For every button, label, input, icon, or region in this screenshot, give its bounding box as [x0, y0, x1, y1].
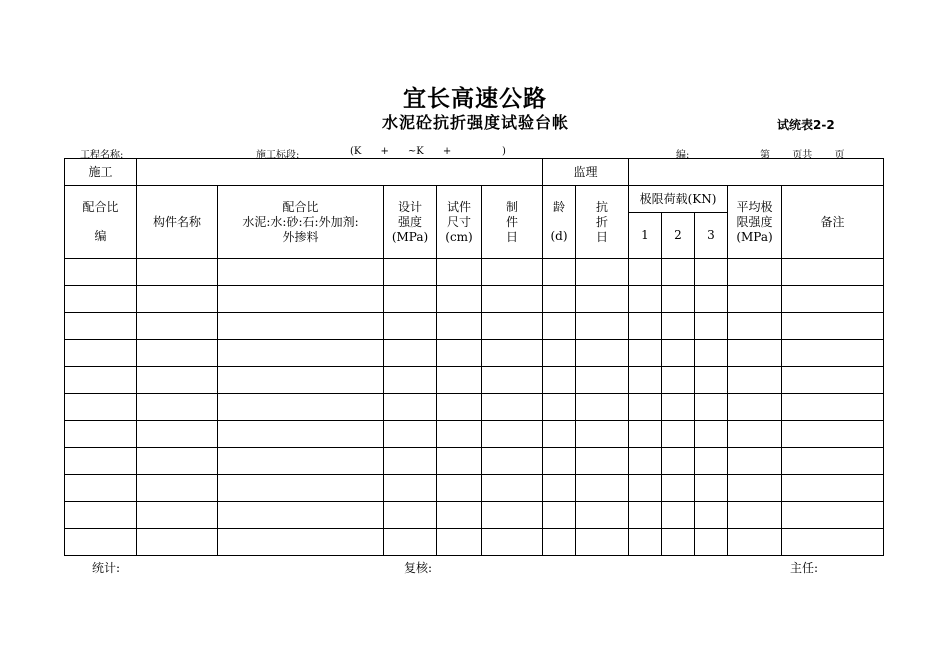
header-load-3: 3: [695, 213, 728, 259]
table-cell[interactable]: [482, 448, 543, 475]
table-cell[interactable]: [782, 367, 884, 394]
header-age-line2: (d): [550, 229, 568, 243]
table-cell[interactable]: [137, 259, 218, 286]
header-avg-strength: [728, 186, 782, 259]
table-cell[interactable]: [782, 529, 884, 556]
header-avg-strength-line2: 限强度: [736, 214, 773, 229]
table-cell[interactable]: [218, 502, 384, 529]
table-cell[interactable]: [384, 340, 437, 367]
table-cell[interactable]: [695, 529, 728, 556]
table-cell[interactable]: [65, 367, 137, 394]
table-cell[interactable]: [137, 529, 218, 556]
table-cell[interactable]: [728, 259, 782, 286]
table-cell[interactable]: [482, 286, 543, 313]
header-age-line1: 龄: [552, 200, 565, 214]
table-cell[interactable]: [543, 475, 576, 502]
header-mix-ratio-line2: 水泥:水:砂:石:外加剂:: [242, 214, 359, 229]
table-cell[interactable]: [662, 502, 695, 529]
table-cell[interactable]: [576, 394, 629, 421]
table-cell[interactable]: [384, 475, 437, 502]
page-subtitle: 水泥砼抗折强度试验台帐: [382, 113, 570, 132]
table-cell[interactable]: [384, 286, 437, 313]
table-cell[interactable]: [629, 421, 662, 448]
table-cell[interactable]: [482, 394, 543, 421]
table-cell[interactable]: [218, 367, 384, 394]
header-specimen-size: [437, 186, 482, 259]
table-cell[interactable]: [782, 475, 884, 502]
table-cell[interactable]: [543, 313, 576, 340]
table-cell[interactable]: [65, 340, 137, 367]
construction-supervision-row: [65, 159, 884, 186]
construction-field[interactable]: [137, 159, 543, 186]
table-cell[interactable]: [695, 448, 728, 475]
table-cell[interactable]: [437, 502, 482, 529]
header-avg-strength-line1: 平均极: [736, 199, 773, 214]
header-design-strength-line1: 设计: [397, 199, 422, 214]
table-cell[interactable]: [728, 502, 782, 529]
table-cell[interactable]: [384, 448, 437, 475]
table-cell[interactable]: [782, 313, 884, 340]
table-cell[interactable]: [662, 313, 695, 340]
table-cell[interactable]: [662, 475, 695, 502]
table-cell[interactable]: [629, 394, 662, 421]
table-cell[interactable]: [543, 394, 576, 421]
table-cell[interactable]: [576, 367, 629, 394]
table-cell[interactable]: [482, 367, 543, 394]
table-cell[interactable]: [543, 421, 576, 448]
table-cell[interactable]: [65, 448, 137, 475]
table-cell[interactable]: [629, 502, 662, 529]
table-cell[interactable]: [695, 502, 728, 529]
table-cell[interactable]: [137, 502, 218, 529]
table-cell[interactable]: [384, 394, 437, 421]
project-name-label: 工程名称:: [80, 150, 124, 161]
header-load-2: 2: [662, 213, 695, 259]
header-making-date: [482, 186, 543, 259]
table-cell[interactable]: [65, 475, 137, 502]
supervision-field[interactable]: [629, 159, 884, 186]
header-design-strength-line2: 强度: [397, 214, 422, 229]
table-cell[interactable]: [437, 286, 482, 313]
table-cell[interactable]: [384, 529, 437, 556]
table-cell[interactable]: [437, 394, 482, 421]
header-making-date-text: 制件日: [505, 199, 518, 244]
construction-label: 施工: [65, 159, 137, 186]
table-cell[interactable]: [662, 286, 695, 313]
table-cell[interactable]: [384, 502, 437, 529]
table-cell[interactable]: [782, 448, 884, 475]
compiled-by-label: 编:: [676, 150, 690, 161]
table-cell[interactable]: [662, 340, 695, 367]
table-cell[interactable]: [695, 340, 728, 367]
table-cell[interactable]: [662, 367, 695, 394]
data-rows: [65, 259, 884, 556]
table-cell[interactable]: [576, 475, 629, 502]
table-cell[interactable]: [782, 259, 884, 286]
table-cell[interactable]: [543, 529, 576, 556]
table-cell[interactable]: [728, 448, 782, 475]
director-label: 主任:: [790, 561, 819, 575]
supervision-label: 监理: [543, 159, 629, 186]
table-row: [65, 394, 884, 421]
table-cell[interactable]: [576, 448, 629, 475]
table-cell[interactable]: [543, 340, 576, 367]
table-row: [65, 367, 884, 394]
table-cell[interactable]: [576, 259, 629, 286]
table-cell[interactable]: [482, 529, 543, 556]
header-mix-ratio-line1: 配合比: [282, 199, 319, 214]
table-cell[interactable]: [782, 502, 884, 529]
table-cell[interactable]: [782, 421, 884, 448]
header-design-strength-line3: (MPa): [391, 229, 429, 244]
table-row: [65, 529, 884, 556]
table-cell[interactable]: [218, 286, 384, 313]
table-cell[interactable]: [695, 313, 728, 340]
table-cell[interactable]: [662, 448, 695, 475]
table-cell[interactable]: [218, 475, 384, 502]
table-cell[interactable]: [576, 313, 629, 340]
review-label: 复核:: [404, 561, 433, 575]
table-cell[interactable]: [437, 475, 482, 502]
table-cell[interactable]: [543, 259, 576, 286]
table-cell[interactable]: [662, 259, 695, 286]
table-cell[interactable]: [728, 313, 782, 340]
table-row: [65, 286, 884, 313]
table-cell[interactable]: [65, 259, 137, 286]
table-cell[interactable]: [695, 286, 728, 313]
table-cell[interactable]: [137, 367, 218, 394]
header-mix-ratio-line3: 外掺料: [282, 229, 319, 244]
form-number: 试统表2-2: [777, 118, 835, 132]
table-cell[interactable]: [662, 394, 695, 421]
table-cell[interactable]: [543, 367, 576, 394]
table-cell[interactable]: [482, 313, 543, 340]
table-cell[interactable]: [782, 340, 884, 367]
table-cell[interactable]: [482, 502, 543, 529]
table-cell[interactable]: [695, 259, 728, 286]
header-mix-no-line2: 编: [94, 229, 107, 243]
table-cell[interactable]: [695, 475, 728, 502]
table-cell[interactable]: [437, 259, 482, 286]
table-cell[interactable]: [482, 259, 543, 286]
table-cell[interactable]: [384, 421, 437, 448]
table-cell[interactable]: [728, 340, 782, 367]
table-cell[interactable]: [65, 313, 137, 340]
table-cell[interactable]: [695, 394, 728, 421]
table-row: [65, 475, 884, 502]
table-cell[interactable]: [65, 502, 137, 529]
table-row: [65, 421, 884, 448]
header-row-1: [65, 186, 884, 213]
header-ultimate-load: 极限荷载(KN): [629, 186, 728, 213]
table-cell[interactable]: [137, 286, 218, 313]
header-design-strength: [384, 186, 437, 259]
table-cell[interactable]: [728, 421, 782, 448]
table-cell[interactable]: [629, 313, 662, 340]
table-cell[interactable]: [218, 340, 384, 367]
header-age: [543, 186, 576, 259]
section-label: 施工标段:: [256, 150, 300, 161]
table-cell[interactable]: [65, 286, 137, 313]
table-cell[interactable]: [728, 394, 782, 421]
station-range: (K + ~K + ): [350, 146, 506, 157]
table-cell[interactable]: [65, 394, 137, 421]
table-cell[interactable]: [384, 313, 437, 340]
table-cell[interactable]: [65, 529, 137, 556]
table-cell[interactable]: [137, 475, 218, 502]
table-cell[interactable]: [629, 259, 662, 286]
table-cell[interactable]: [137, 340, 218, 367]
header-test-date: [576, 186, 629, 259]
table-row: [65, 259, 884, 286]
table-cell[interactable]: [137, 448, 218, 475]
table-cell[interactable]: [629, 475, 662, 502]
table-cell[interactable]: [629, 529, 662, 556]
table-cell[interactable]: [782, 394, 884, 421]
table-cell[interactable]: [137, 421, 218, 448]
table-cell[interactable]: [662, 529, 695, 556]
table-cell[interactable]: [576, 502, 629, 529]
table-cell[interactable]: [437, 448, 482, 475]
header-mix-no-line1: 配合比: [82, 200, 119, 214]
table-cell[interactable]: [482, 475, 543, 502]
header-specimen-size-line1: 试件: [446, 199, 471, 214]
table-cell[interactable]: [728, 475, 782, 502]
table-cell[interactable]: [218, 313, 384, 340]
table-cell[interactable]: [384, 367, 437, 394]
table-cell[interactable]: [543, 448, 576, 475]
table-cell[interactable]: [543, 502, 576, 529]
table-cell[interactable]: [782, 286, 884, 313]
header-mix-ratio: [218, 186, 384, 259]
table-cell[interactable]: [218, 421, 384, 448]
table-row: [65, 502, 884, 529]
header-specimen-size-line2: 尺寸: [446, 214, 471, 229]
table-cell[interactable]: [137, 394, 218, 421]
table-row: [65, 313, 884, 340]
header-avg-strength-line3: (MPa): [736, 229, 773, 244]
table-cell[interactable]: [437, 529, 482, 556]
table-cell[interactable]: [218, 448, 384, 475]
table-cell[interactable]: [576, 421, 629, 448]
table-cell[interactable]: [218, 529, 384, 556]
table-cell[interactable]: [576, 340, 629, 367]
table-cell[interactable]: [728, 286, 782, 313]
header-mix-no: [65, 186, 137, 259]
table-cell[interactable]: [728, 367, 782, 394]
table-cell[interactable]: [629, 286, 662, 313]
table-cell[interactable]: [629, 367, 662, 394]
table-row: [65, 448, 884, 475]
table-cell[interactable]: [695, 421, 728, 448]
table-cell[interactable]: [482, 421, 543, 448]
table-cell[interactable]: [437, 367, 482, 394]
table-cell[interactable]: [65, 421, 137, 448]
table-row: [65, 340, 884, 367]
strength-ledger-table: [64, 158, 884, 556]
header-specimen-size-line3: (cm): [445, 229, 473, 244]
page-title: 宜长高速公路: [403, 86, 547, 112]
table-cell[interactable]: [576, 529, 629, 556]
table-cell[interactable]: [482, 340, 543, 367]
table-cell[interactable]: [218, 394, 384, 421]
table-cell[interactable]: [137, 313, 218, 340]
table-cell[interactable]: [437, 313, 482, 340]
table-cell[interactable]: [662, 421, 695, 448]
header-load-1: 1: [629, 213, 662, 259]
stats-label: 统计:: [92, 561, 121, 575]
table-cell[interactable]: [218, 259, 384, 286]
table-cell[interactable]: [437, 421, 482, 448]
table-cell[interactable]: [576, 286, 629, 313]
header-remarks: 备注: [782, 186, 884, 259]
table-cell[interactable]: [629, 448, 662, 475]
page-number: 第 页共 页: [760, 150, 845, 161]
table-cell[interactable]: [629, 340, 662, 367]
header-test-date-text: 抗折日: [595, 199, 608, 244]
table-cell[interactable]: [695, 367, 728, 394]
table-cell[interactable]: [543, 286, 576, 313]
header-member-name: 构件名称: [137, 186, 218, 259]
table-cell[interactable]: [384, 259, 437, 286]
table-cell[interactable]: [437, 340, 482, 367]
table-cell[interactable]: [728, 529, 782, 556]
